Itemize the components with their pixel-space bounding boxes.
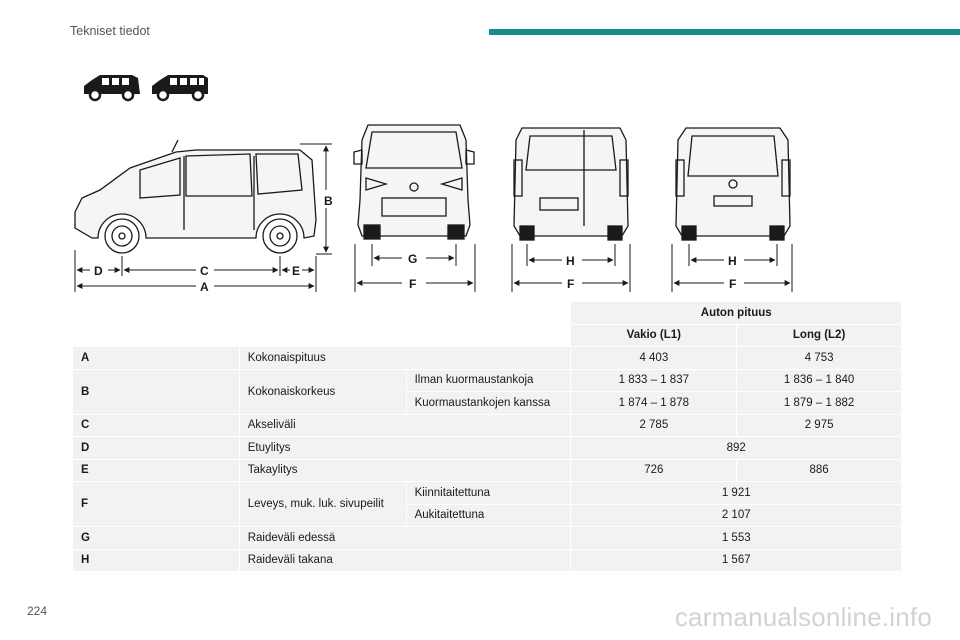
row-sublabel: Kiinnitaitettuna (406, 482, 571, 505)
row-code: H (73, 549, 240, 572)
row-code: E (73, 459, 240, 482)
value-l2: 886 (737, 459, 902, 482)
row-sublabel: Ilman kuormaustankoja (406, 369, 571, 392)
value-l1: 1 874 – 1 878 (571, 392, 737, 415)
dimensions-table (72, 301, 902, 572)
value-l1: 2 785 (571, 414, 737, 437)
row-sublabel: Aukitaitettuna (406, 504, 571, 527)
row-code: C (73, 414, 240, 437)
table-row (73, 414, 902, 437)
dim-label-h-tailgate: H (728, 254, 737, 268)
rear-tailgate-view-drawing (676, 128, 790, 240)
dim-label-h-rear: H (566, 254, 575, 268)
row-code: D (73, 437, 240, 460)
row-code: A (73, 347, 240, 370)
table-row (73, 549, 902, 572)
value-combined: 1 553 (571, 527, 902, 550)
row-code: B (73, 369, 240, 414)
side-view-drawing (75, 140, 316, 253)
dim-label-b: B (324, 194, 333, 208)
dim-label-f-rear: F (567, 277, 575, 291)
watermark: carmanualsonline.info (674, 602, 932, 632)
table-group-header-row (73, 302, 902, 325)
row-label: Etuylitys (239, 437, 571, 460)
value-l1: 1 833 – 1 837 (571, 369, 737, 392)
dim-label-g: G (408, 252, 418, 266)
row-label: Kokonaiskorkeus (239, 369, 406, 414)
van-l1-icon (84, 75, 140, 100)
front-view-drawing (354, 125, 474, 239)
table-row (73, 437, 902, 460)
value-l1: 726 (571, 459, 737, 482)
table-row (73, 369, 902, 392)
value-combined: 2 107 (571, 504, 902, 527)
page-number: 224 (27, 604, 48, 618)
col-header-l1: Vakio (L1) (571, 324, 737, 347)
value-l2: 4 753 (737, 347, 902, 370)
row-label: Leveys, muk. luk. sivupeilit (239, 482, 406, 527)
row-label: Kokonaispituus (239, 347, 571, 370)
row-label: Raideväli takana (239, 549, 571, 572)
value-combined: 892 (571, 437, 902, 460)
row-code: F (73, 482, 240, 527)
row-sublabel: Kuormaustankojen kanssa (406, 392, 571, 415)
row-label: Akseliväli (239, 414, 571, 437)
table-row (73, 459, 902, 482)
value-l2: 2 975 (737, 414, 902, 437)
dim-label-e: E (292, 264, 301, 278)
row-code: G (73, 527, 240, 550)
col-header-l2: Long (L2) (737, 324, 902, 347)
van-l2-icon (152, 75, 208, 100)
dim-label-d: D (94, 264, 103, 278)
value-combined: 1 921 (571, 482, 902, 505)
table-column-header-row (73, 324, 902, 347)
dim-label-f-front: F (409, 277, 417, 291)
section-title: Tekniset tiedot (70, 24, 150, 38)
rear-view-drawing (514, 128, 628, 240)
table-row (73, 482, 902, 505)
table-row (73, 347, 902, 370)
value-l1: 4 403 (571, 347, 737, 370)
table-row (73, 527, 902, 550)
row-label: Raideväli edessä (239, 527, 571, 550)
group-header-auton-pituus: Auton pituus (571, 302, 902, 325)
value-combined: 1 567 (571, 549, 902, 572)
value-l2: 1 836 – 1 840 (737, 369, 902, 392)
row-label: Takaylitys (239, 459, 571, 482)
vehicle-dimensions-diagram (0, 0, 960, 300)
dim-label-c: C (200, 264, 209, 278)
dim-label-a: A (200, 280, 209, 294)
dim-label-f-tailgate: F (729, 277, 737, 291)
value-l2: 1 879 – 1 882 (737, 392, 902, 415)
